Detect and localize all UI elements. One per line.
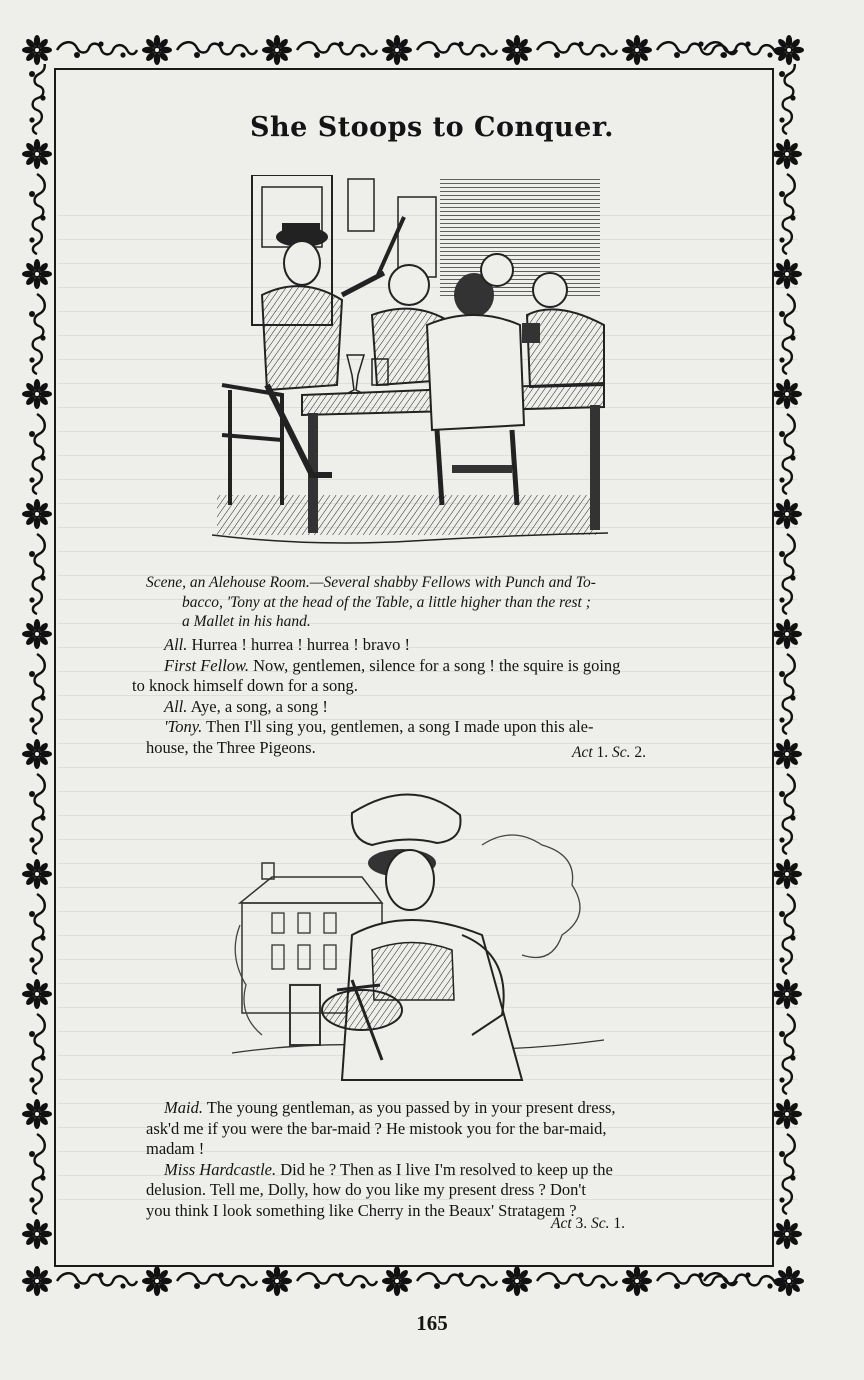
speech-text: house, the Three Pigeons. (146, 737, 316, 757)
speaker-name: All. (164, 696, 188, 716)
speech-text: Hurrea ! hurrea ! hurrea ! bravo ! (187, 635, 410, 654)
dialogue-line (146, 717, 676, 738)
dialogue-line (146, 656, 676, 677)
dialogue-line (146, 1139, 678, 1160)
scene-caption (146, 573, 686, 632)
scene-number: 2. (630, 744, 647, 761)
speech-text: to knock himself down for a song. (132, 676, 358, 695)
dialogue-line (146, 1180, 678, 1201)
scene-label: Sc. (591, 1215, 610, 1232)
maid-with-keys-engraving (232, 785, 604, 1085)
caption-line: bacco, 'Tony at the head of the Table, a little higher than the rest ; (182, 593, 591, 611)
speaker-name: Maid. (164, 1098, 203, 1117)
speaker-name: All. (164, 635, 188, 654)
dialogue-line (132, 676, 676, 697)
speech-text: Then I'll sing you, gentlemen, a song I made upon this ale- (202, 717, 594, 736)
caption-line: Scene, an Alehouse Room.—Several shabby Fellows with Punch and To- (146, 574, 596, 591)
dialogue-line (146, 697, 676, 718)
alehouse-scene-engraving (212, 175, 608, 555)
dialogue-block-act1 (132, 635, 676, 758)
act-number: 1. (592, 744, 613, 761)
speech-text: madam ! (146, 1139, 205, 1158)
ornament-border-right (772, 64, 802, 1268)
ornament-border-top (22, 35, 804, 65)
page-number: 165 (416, 1311, 448, 1335)
dialogue-block-act3 (146, 1098, 678, 1221)
act-label: Act (551, 1215, 572, 1232)
act-reference (572, 744, 646, 762)
speech-text: The young gentleman, as you passed by in your present dress, (202, 1098, 616, 1117)
act-reference (551, 1215, 625, 1233)
dialogue-line (146, 1160, 678, 1181)
scene-label: Sc. (612, 744, 631, 761)
speech-text: ask'd me if you were the bar-maid ? He mistook you for the bar-maid, (146, 1118, 607, 1138)
ornament-border-left (22, 64, 52, 1268)
speaker-name: First Fellow. (164, 655, 249, 675)
act-number: 3. (571, 1215, 592, 1232)
ornament-border-bottom (22, 1266, 804, 1296)
page-title: She Stoops to Conquer. (249, 112, 615, 143)
act-label: Act (572, 744, 593, 761)
speech-text: Aye, a song, a song ! (187, 696, 328, 716)
speaker-name: Miss Hardcastle. (164, 1159, 277, 1179)
speech-text: delusion. Tell me, Dolly, how do you like my present dress ? Don't (146, 1180, 586, 1199)
dialogue-line (146, 1119, 678, 1140)
speech-text: Now, gentlemen, silence for a song ! the squire is going (248, 655, 621, 675)
speaker-name: 'Tony. (164, 717, 203, 736)
dialogue-line (146, 1098, 678, 1119)
caption-line: a Mallet in his hand. (182, 613, 311, 630)
speech-text: Did he ? Then as I live I'm resolved to keep up the (276, 1159, 613, 1179)
speech-text: you think I look something like Cherry in the Beaux' Stratagem ? (146, 1200, 577, 1220)
scene-number: 1. (609, 1215, 626, 1232)
dialogue-line (146, 635, 676, 656)
